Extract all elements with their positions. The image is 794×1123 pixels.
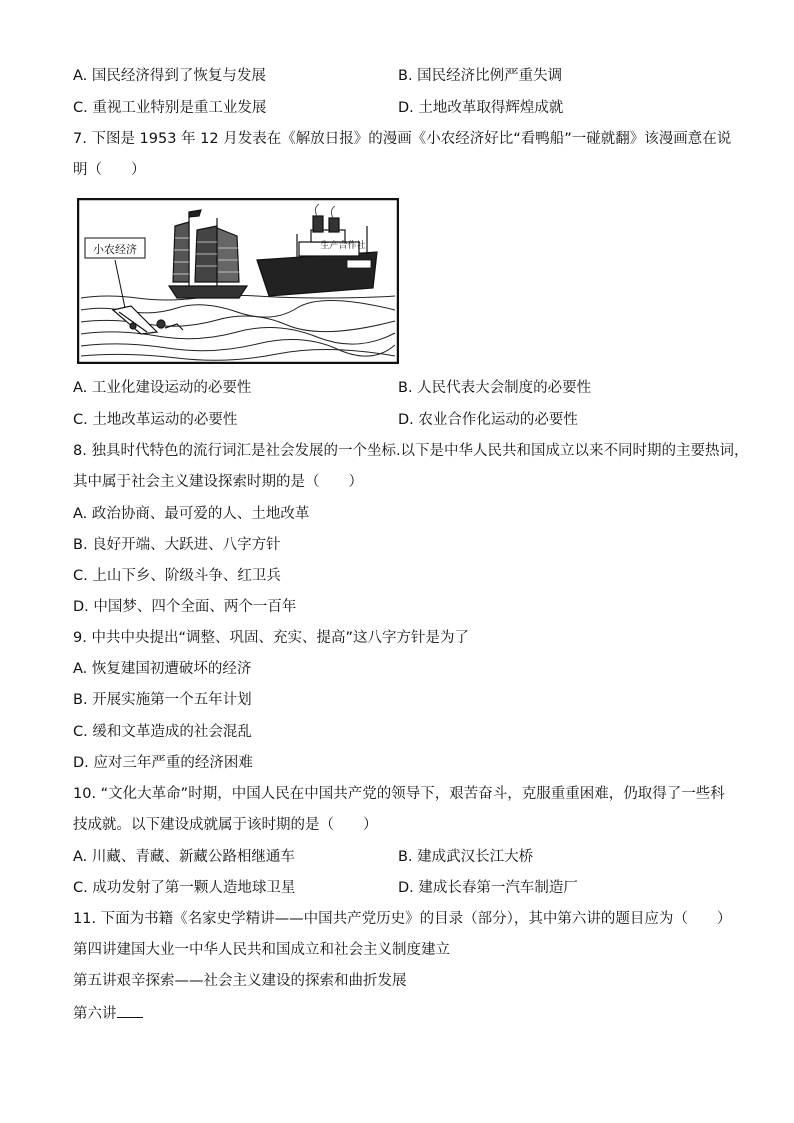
q9-stem: 9. 中共中央提出“调整、巩固、充实、提高”这八字方针是为了 bbox=[73, 630, 469, 646]
q7-option-a: A. 工业化建设运动的必要性 bbox=[73, 380, 252, 396]
q7-stem-line1: 7. 下图是 1953 年 12 月发表在《解放日报》的漫画《小农经济好比“看鸭船”一碰就翻》该漫画意在说 bbox=[73, 131, 732, 147]
q10-option-d: D. 建成长春第一汽车制造厂 bbox=[398, 880, 578, 896]
cartoon-label-left: 小农经济 bbox=[93, 243, 137, 256]
q6-option-b: B. 国民经济比例严重失调 bbox=[398, 68, 563, 84]
q10-option-a: A. 川藏、青藏、新藏公路相继通车 bbox=[73, 849, 295, 865]
q10-option-c: C. 成功发射了第一颗人造地球卫星 bbox=[73, 880, 296, 896]
q8-stem-line1: 8. 独具时代特色的流行词汇是社会发展的一个坐标.以下是中华人民共和国成立以来不同时期的主要热词， bbox=[73, 443, 749, 459]
q8-option-d: D. 中国梦、四个全面、两个一百年 bbox=[73, 599, 297, 615]
q7-option-d: D. 农业合作化运动的必要性 bbox=[398, 412, 578, 428]
q10-stem-line2: 技成就。以下建设成就属于该时期的是（ ） bbox=[73, 817, 378, 833]
q11-stem: 11. 下面为书籍《名家史学精讲——中国共产党历史》的目录（部分），其中第六讲的题目应为（ ） bbox=[73, 911, 732, 927]
q8-option-a: A. 政治协商、最可爱的人、土地改革 bbox=[73, 506, 310, 522]
q6-option-a: A. 国民经济得到了恢复与发展 bbox=[73, 68, 266, 84]
q9-option-b: B. 开展实施第一个五年计划 bbox=[73, 692, 252, 708]
q11-answer-blank bbox=[117, 1003, 143, 1018]
q7-option-c: C. 土地改革运动的必要性 bbox=[73, 412, 238, 428]
cartoon-label-right: 生产合作社 bbox=[320, 241, 366, 251]
q9-option-c: C. 缓和文革造成的社会混乱 bbox=[73, 724, 252, 740]
q9-option-d: D. 应对三年严重的经济困难 bbox=[73, 755, 253, 771]
q11-toc-line2: 第五讲艰辛探索——社会主义建设的探索和曲折发展 bbox=[73, 973, 407, 989]
q7-option-b: B. 人民代表大会制度的必要性 bbox=[398, 380, 592, 396]
q7-cartoon-image bbox=[77, 198, 399, 364]
q6-option-d: D. 土地改革取得辉煌成就 bbox=[398, 100, 564, 116]
q8-option-c: C. 上山下乡、阶级斗争、红卫兵 bbox=[73, 568, 281, 584]
q11-toc-line3-text: 第六讲 bbox=[73, 1006, 117, 1022]
q8-option-b: B. 良好开端、大跃进、八字方针 bbox=[73, 537, 281, 553]
q7-stem-line2: 明（ ） bbox=[73, 162, 146, 178]
q6-option-c: C. 重视工业特别是重工业发展 bbox=[73, 100, 267, 116]
q8-stem-line2: 其中属于社会主义建设探索时期的是（ ） bbox=[73, 474, 363, 490]
q9-option-a: A. 恢复建国初遭破坏的经济 bbox=[73, 661, 252, 677]
q10-option-b: B. 建成武汉长江大桥 bbox=[398, 849, 534, 865]
q11-toc-line1: 第四讲建国大业一中华人民共和国成立和社会主义制度建立 bbox=[73, 942, 450, 958]
q10-stem-line1: 10. “文化大革命”时期，中国人民在中国共产党的领导下，艰苦奋斗，克服重重困难，仍取得了一些科 bbox=[73, 786, 725, 802]
q11-toc-line3 bbox=[73, 1003, 143, 1024]
